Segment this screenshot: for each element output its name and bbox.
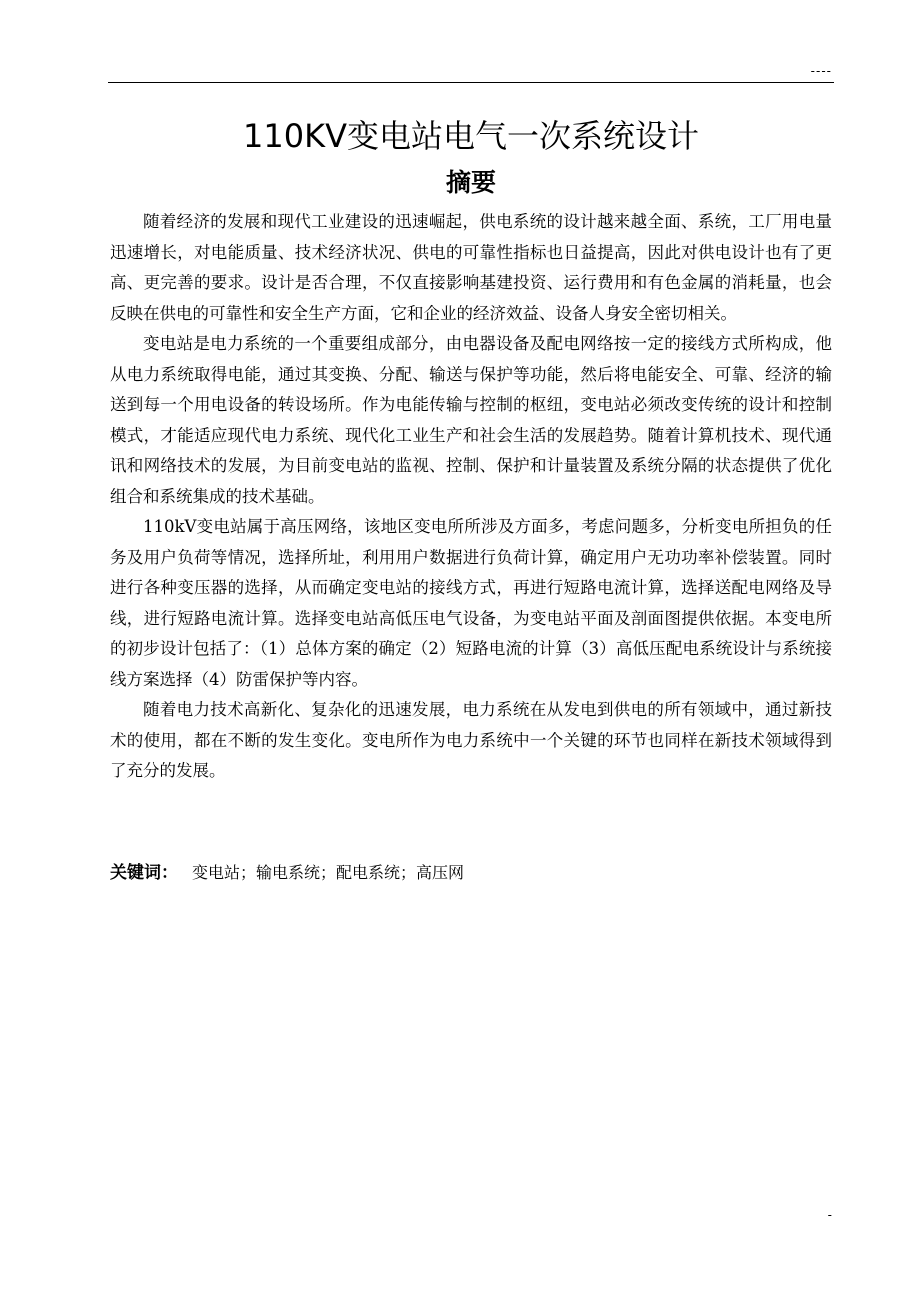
keywords-label: 关键词：	[110, 863, 178, 883]
page-footer-mark: -	[827, 1208, 832, 1222]
abstract-paragraph-2: 变电站是电力系统的一个重要组成部分，由电器设备及配电网络按一定的接线方式所构成，他从电力系统取得电能，通过其变换、分配、输送与保护等功能，然后将电能安全、可靠、经济的输送到每一个用电设备的转设场所。作为电能传输与控制的枢纽，变电站必须改变传统的设计和控制模式，才能适应现代电力系统、现代化工业生产和社会生活的发展趋势。随着计算机技术、现代通讯和网络技术的发展，为目前变电站的监视、控制、保护和计量装置及系统分隔的状态提供了优化组合和系统集成的技术基础。	[110, 334, 832, 506]
header-rule	[108, 82, 834, 83]
document-title: 110KV变电站电气一次系统设计	[243, 117, 699, 155]
keywords-line	[110, 858, 464, 888]
page-header-mark: ----	[810, 64, 832, 78]
keywords-value: 变电站；输电系统；配电系统；高压网	[192, 863, 465, 882]
abstract-heading: 摘要	[445, 168, 496, 197]
abstract-body	[110, 207, 832, 787]
abstract-paragraph-4: 随着电力技术高新化、复杂化的迅速发展，电力系统在从发电到供电的所有领域中，通过新技术的使用，都在不断的发生变化。变电所作为电力系统中一个关键的环节也同样在新技术领域得到了充分的发展。	[110, 700, 832, 780]
abstract-paragraph-3: 110kV变电站属于高压网络，该地区变电所所涉及方面多，考虑问题多，分析变电所担负的任务及用户负荷等情况，选择所址，利用用户数据进行负荷计算，确定用户无功功率补偿装置。同时进行各种变压器的选择，从而确定变电站的接线方式，再进行短路电流计算，选择送配电网络及导线，进行短路电流计算。选择变电站高低压电气设备，为变电站平面及剖面图提供依据。本变电所的初步设计包括了：（1）总体方案的确定（2）短路电流的计算（3）高低压配电系统设计与系统接线方案选择（4）防雷保护等内容。	[110, 517, 832, 689]
abstract-paragraph-1: 随着经济的发展和现代工业建设的迅速崛起，供电系统的设计越来越全面、系统，工厂用电量迅速增长，对电能质量、技术经济状况、供电的可靠性指标也日益提高，因此对供电设计也有了更高、更完善的要求。设计是否合理，不仅直接影响基建投资、运行费用和有色金属的消耗量，也会反映在供电的可靠性和安全生产方面，它和企业的经济效益、设备人身安全密切相关。	[110, 212, 832, 323]
